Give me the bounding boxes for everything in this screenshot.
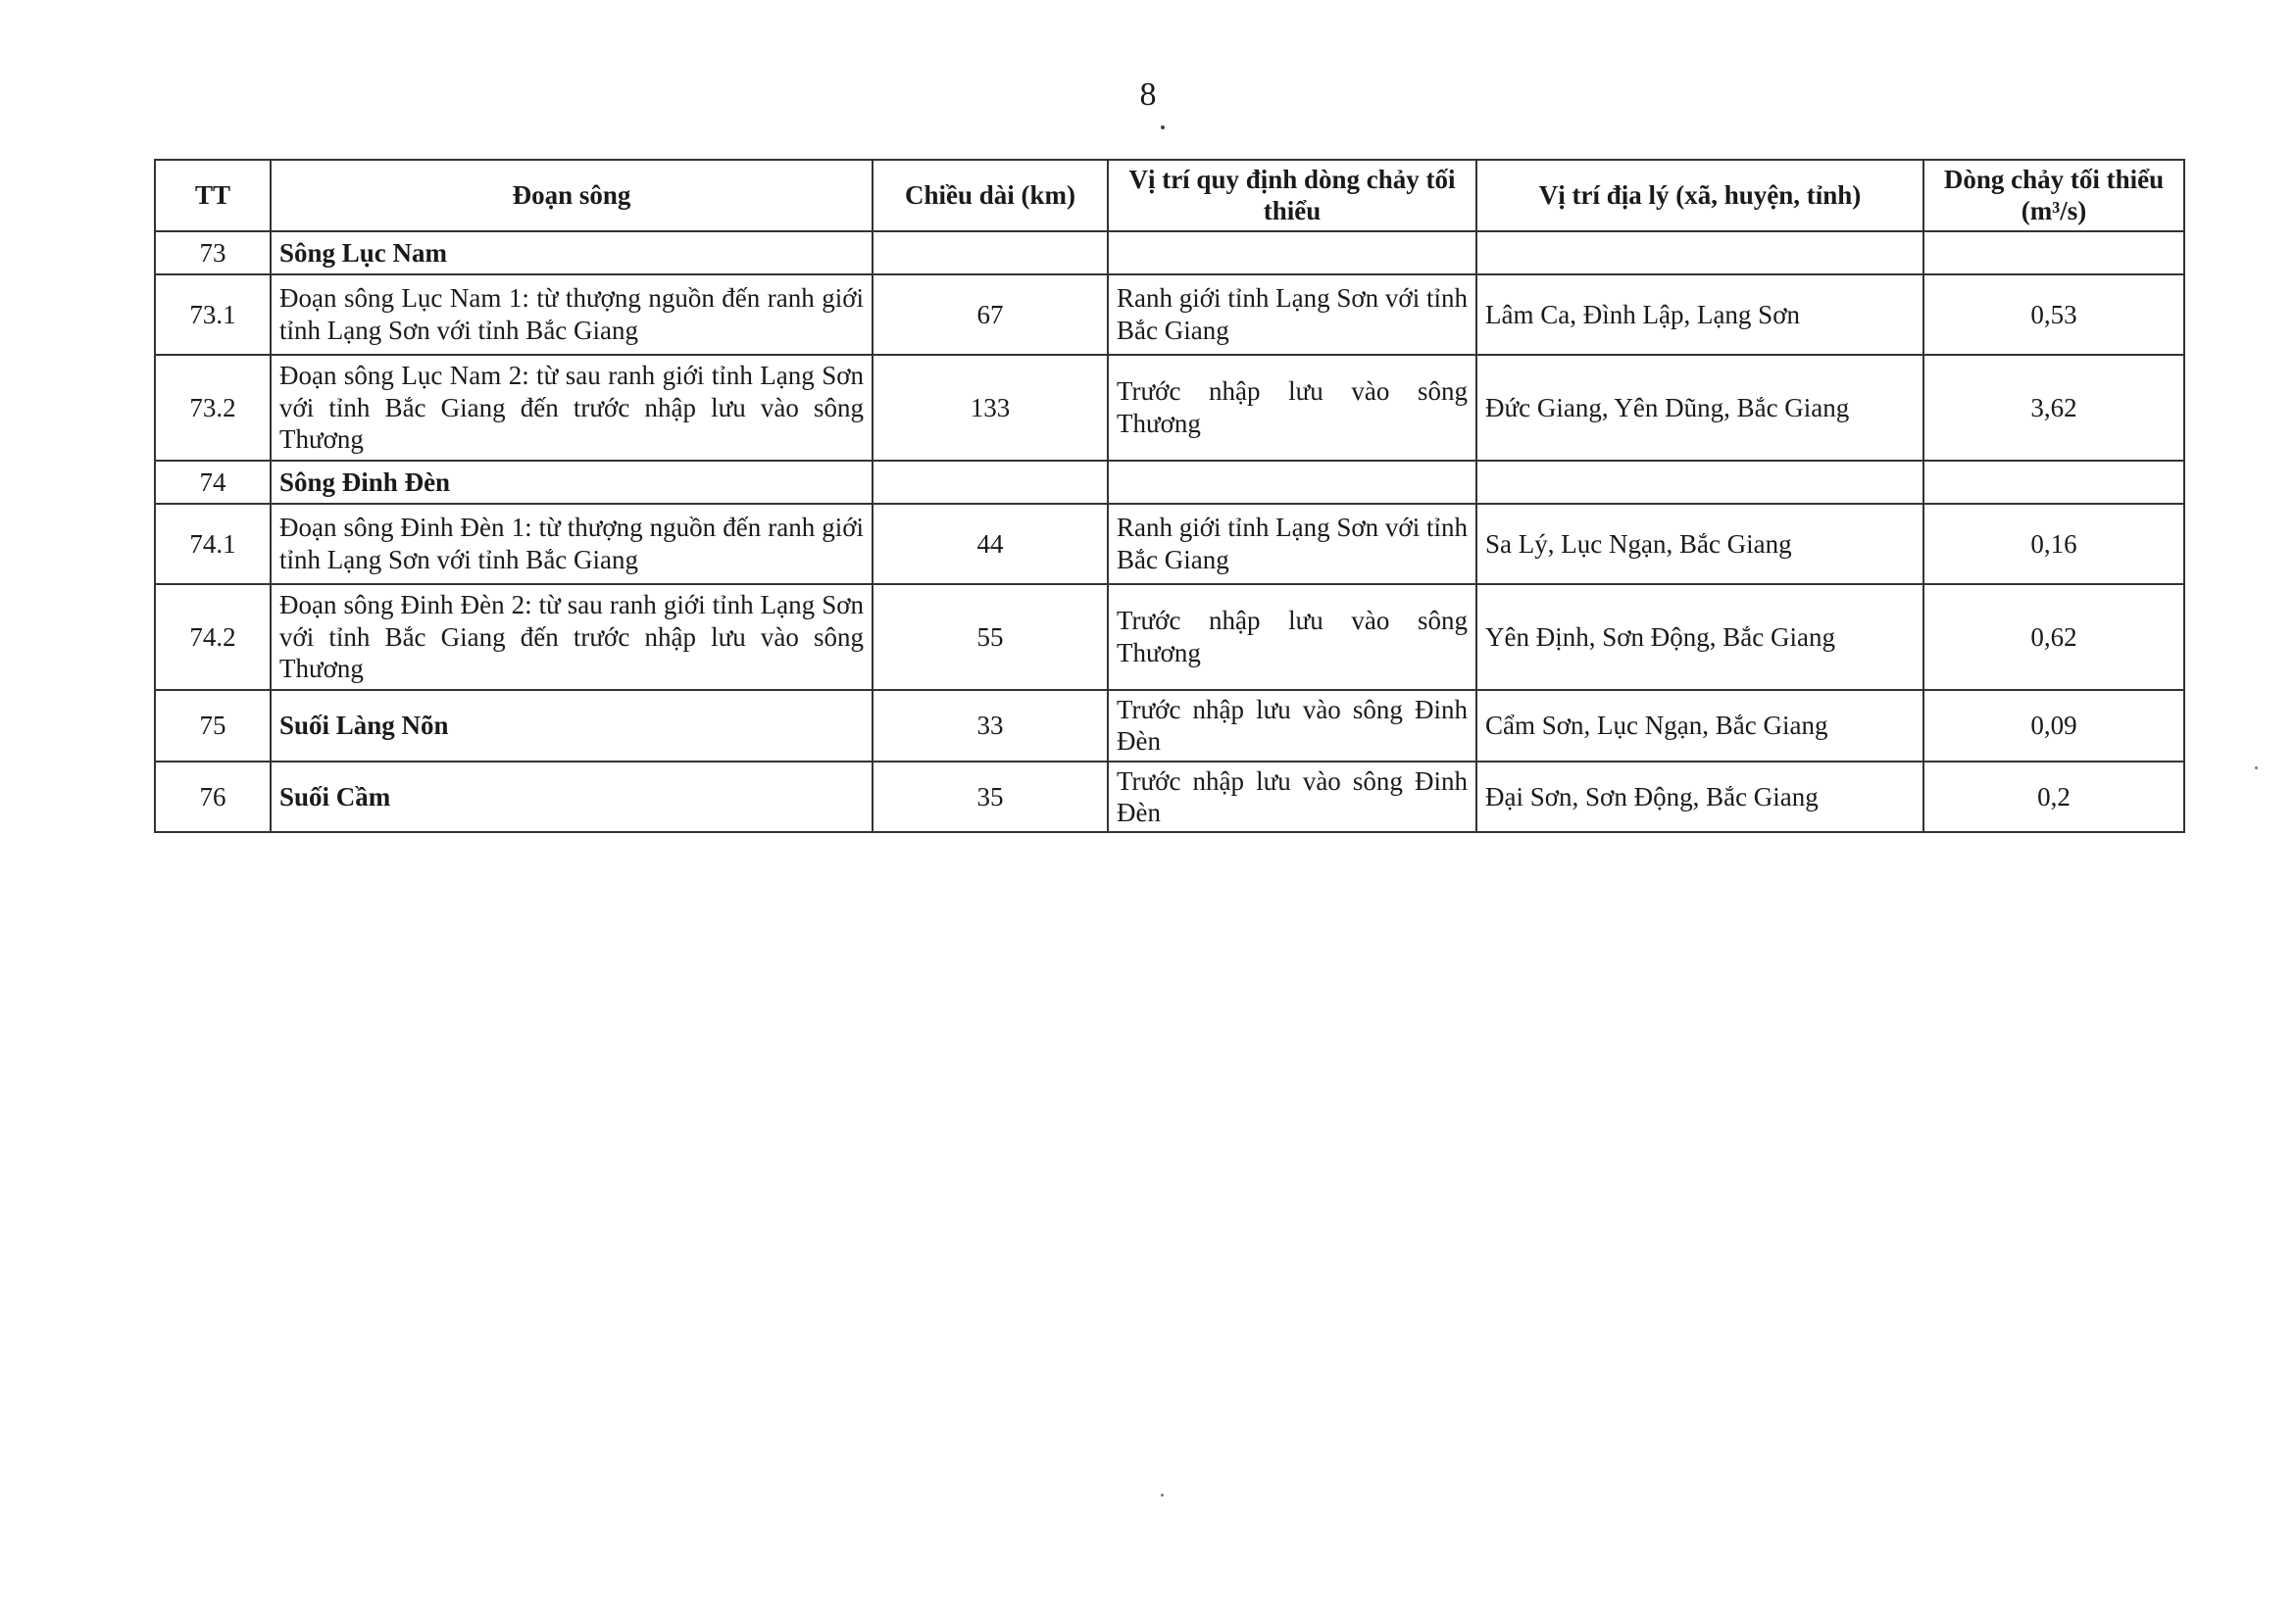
- cell-min-flow: 0,2: [1923, 762, 2184, 833]
- cell-position: [1108, 231, 1476, 274]
- table-row: [155, 762, 2184, 833]
- cell-length: 55: [873, 584, 1108, 690]
- cell-position: Trước nhập lưu vào sông Đinh Đèn: [1108, 690, 1476, 762]
- cell-tt: 73.2: [155, 355, 271, 461]
- cell-location: Cẩm Sơn, Lục Ngạn, Bắc Giang: [1476, 690, 1923, 762]
- cell-segment: Đoạn sông Lục Nam 1: từ thượng nguồn đến ranh giới tỉnh Lạng Sơn với tỉnh Bắc Giang: [271, 274, 873, 355]
- cell-segment: Suối Cầm: [271, 762, 873, 833]
- cell-length: 67: [873, 274, 1108, 355]
- scan-speck-mark: [1161, 1494, 1164, 1497]
- cell-position: Trước nhập lưu vào sông Thương: [1108, 584, 1476, 690]
- table-row: [155, 690, 2184, 762]
- cell-location: [1476, 461, 1923, 504]
- cell-tt: 74.2: [155, 584, 271, 690]
- cell-min-flow: [1923, 231, 2184, 274]
- page-dot-mark: [1161, 125, 1165, 129]
- cell-tt: 74: [155, 461, 271, 504]
- cell-position: Ranh giới tỉnh Lạng Sơn với tỉnh Bắc Giang: [1108, 274, 1476, 355]
- cell-min-flow: 0,09: [1923, 690, 2184, 762]
- table-row: [155, 231, 2184, 274]
- header-min-flow: Dòng chảy tối thiểu (m³/s): [1923, 160, 2184, 231]
- cell-location: [1476, 231, 1923, 274]
- cell-min-flow: 0,16: [1923, 504, 2184, 584]
- table-row: [155, 274, 2184, 355]
- table-row: [155, 355, 2184, 461]
- scan-speck-mark: [2255, 766, 2258, 769]
- cell-length: 33: [873, 690, 1108, 762]
- table-row: [155, 461, 2184, 504]
- table-row: [155, 504, 2184, 584]
- cell-location: Yên Định, Sơn Động, Bắc Giang: [1476, 584, 1923, 690]
- cell-min-flow: 3,62: [1923, 355, 2184, 461]
- cell-tt: 76: [155, 762, 271, 833]
- cell-position: Ranh giới tỉnh Lạng Sơn với tỉnh Bắc Giang: [1108, 504, 1476, 584]
- cell-tt: 73.1: [155, 274, 271, 355]
- cell-segment: Đoạn sông Đinh Đèn 2: từ sau ranh giới tỉnh Lạng Sơn với tỉnh Bắc Giang đến trước nhập lưu vào sông Thương: [271, 584, 873, 690]
- cell-tt: 73: [155, 231, 271, 274]
- cell-segment: Suối Làng Nõn: [271, 690, 873, 762]
- cell-length: [873, 461, 1108, 504]
- cell-location: Đại Sơn, Sơn Động, Bắc Giang: [1476, 762, 1923, 833]
- cell-min-flow: 0,62: [1923, 584, 2184, 690]
- page-number: 8: [1139, 76, 1157, 113]
- table-header-row: [155, 160, 2184, 231]
- cell-min-flow: [1923, 461, 2184, 504]
- cell-segment: Sông Đinh Đèn: [271, 461, 873, 504]
- header-segment: Đoạn sông: [271, 160, 873, 231]
- cell-position: Trước nhập lưu vào sông Thương: [1108, 355, 1476, 461]
- header-tt: TT: [155, 160, 271, 231]
- cell-length: 133: [873, 355, 1108, 461]
- header-position: Vị trí quy định dòng chảy tối thiểu: [1108, 160, 1476, 231]
- cell-tt: 75: [155, 690, 271, 762]
- cell-location: Sa Lý, Lục Ngạn, Bắc Giang: [1476, 504, 1923, 584]
- header-length: Chiều dài (km): [873, 160, 1108, 231]
- cell-position: Trước nhập lưu vào sông Đinh Đèn: [1108, 762, 1476, 833]
- cell-length: [873, 231, 1108, 274]
- cell-segment: Đoạn sông Đinh Đèn 1: từ thượng nguồn đến ranh giới tỉnh Lạng Sơn với tỉnh Bắc Giang: [271, 504, 873, 584]
- cell-segment: Sông Lục Nam: [271, 231, 873, 274]
- cell-length: 35: [873, 762, 1108, 833]
- minimum-flow-table: [154, 159, 2185, 833]
- cell-tt: 74.1: [155, 504, 271, 584]
- cell-min-flow: 0,53: [1923, 274, 2184, 355]
- cell-location: Lâm Ca, Đình Lập, Lạng Sơn: [1476, 274, 1923, 355]
- cell-length: 44: [873, 504, 1108, 584]
- cell-segment: Đoạn sông Lục Nam 2: từ sau ranh giới tỉnh Lạng Sơn với tỉnh Bắc Giang đến trước nhập lưu vào sông Thương: [271, 355, 873, 461]
- header-location: Vị trí địa lý (xã, huyện, tỉnh): [1476, 160, 1923, 231]
- cell-location: Đức Giang, Yên Dũng, Bắc Giang: [1476, 355, 1923, 461]
- table-row: [155, 584, 2184, 690]
- cell-position: [1108, 461, 1476, 504]
